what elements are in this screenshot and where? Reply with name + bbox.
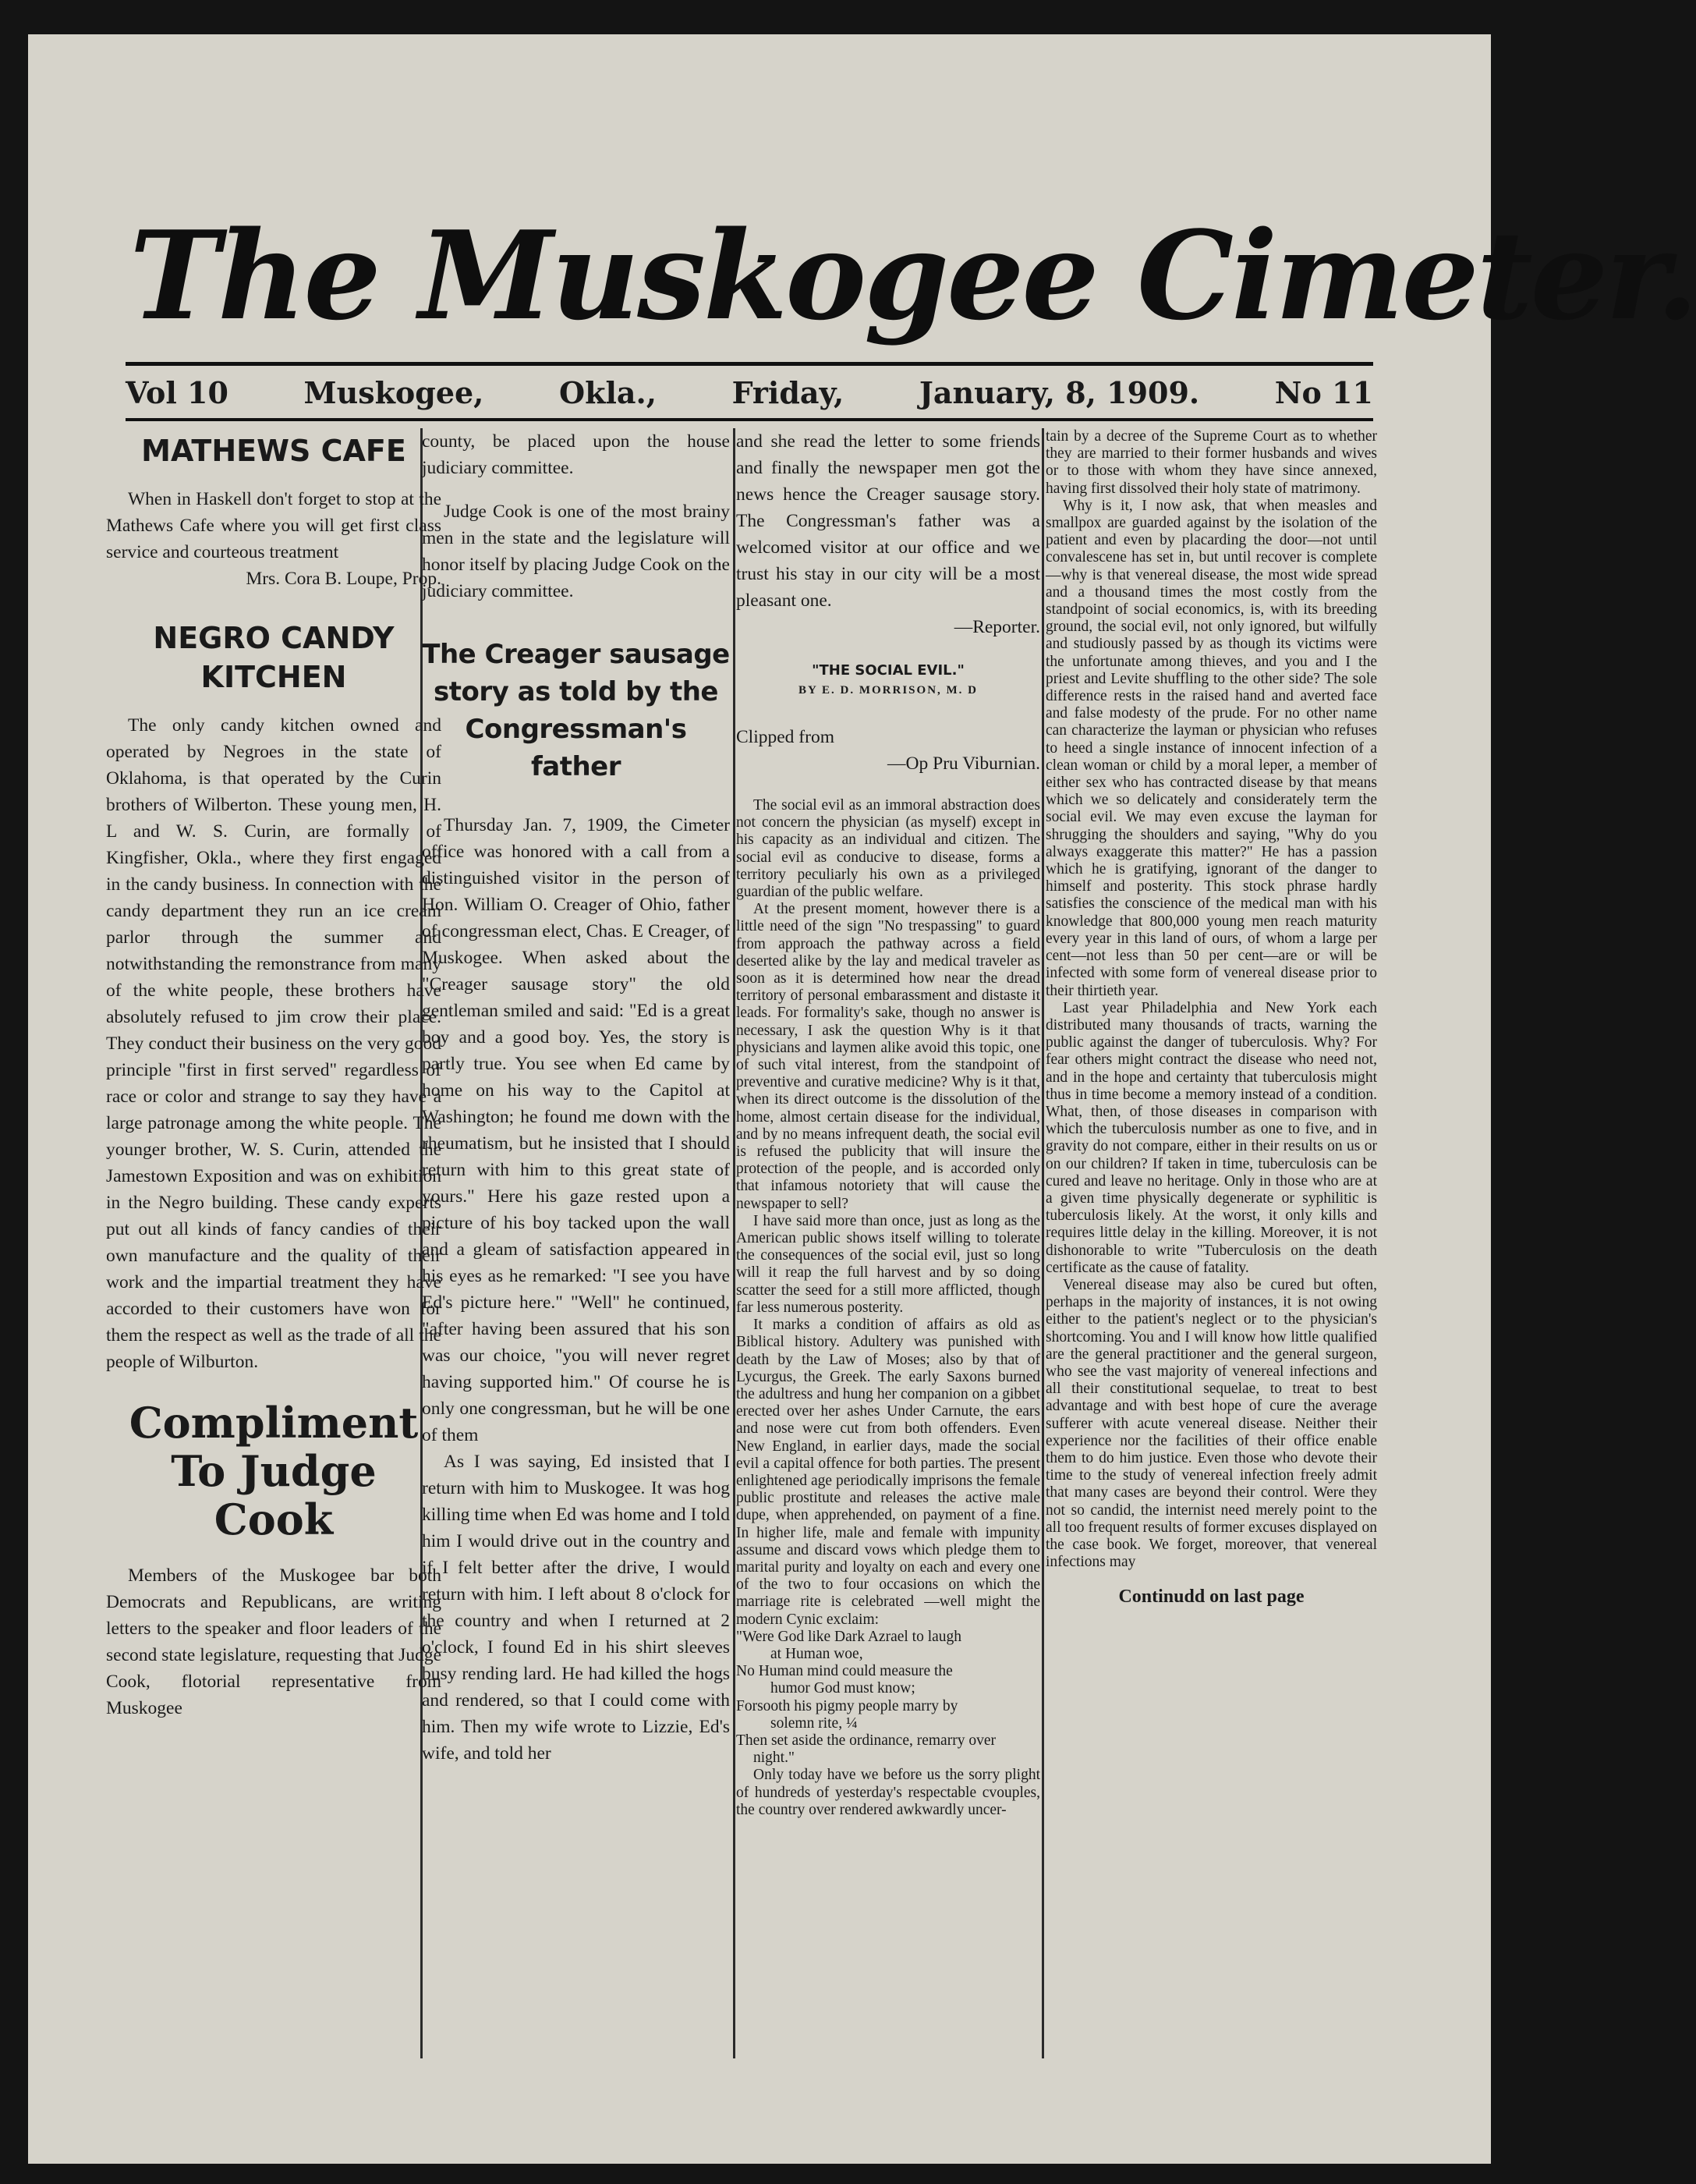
- verse-line: solemn rite, ¼: [770, 1714, 858, 1732]
- state-label: Okla.,: [559, 374, 657, 410]
- headline-creager-sausage: The Creager sausage story as told by the Congressman's father: [422, 639, 730, 782]
- article-signature: Mrs. Cora B. Loupe, Prop.: [246, 569, 441, 589]
- verse-line: No Human mind could measure the: [736, 1663, 953, 1680]
- article-body: I have said more than once, just as long as the American public shows itself willing to tolerate the consequences of the social evil, just so long will it reap the full harvest and by so doing scatter the seed for a still more afflicted, though far less numerous posterity.: [736, 1212, 1040, 1316]
- dateline: [126, 368, 1373, 417]
- verse-line: "Were God like Dark Azrael to laugh: [736, 1628, 962, 1645]
- article-body: Members of the Muskogee bar both Democrats and Republicans, are writing letters to the speaker and floor leaders of the second state legislature, requesting that Judge Cook, flotorial representative from Muskogee: [106, 1565, 441, 1718]
- article-body: It marks a condition of affairs as old as Biblical history. Adultery was punished with death by the Law of Moses; also by that of Lycurgus, the Greek. The early Saxons burned the adultress and hung her companion on a gibbet erected over her ashes Under Carnute, the ears and nose were cut from both offenders. Even New England, in earlier days, made the social evil a capital offence for both parties. The present enlightened age periodically imprisons the female public prostitute and releases the active male dupe, when apprehended, on payment of a fine. In higher life, male and female with impunity assume and discard vows which pledge them to marital purity and loyalty on each and every one of the two to four occasions on which the marriage rite is celebrated —well might the modern Cynic exclaim:: [736, 1317, 1040, 1628]
- clipped-from-label: Clipped from: [736, 727, 834, 747]
- verse-line: Then set aside the ordinance, remarry over night.": [736, 1732, 996, 1767]
- headline-judge-cook: Compliment To Judge Cook: [129, 1398, 419, 1544]
- article-body: Venereal disease may also be cured but often, perhaps in the majority of instances, it is not owing either to the patient's neglect or to the physician's shortcoming. You and I will know how little qualified are the general practitioner and the general surgeon, who see the vast majority of venereal infections and all their constitutional sequelae, to treat to best advantage and with best hope of cure the average sufferer with acute venereal disease. Neither their experience nor the facilities of their office enable them to do him justice. Even those who devote their time to the study of venereal infection freely admit that many cases are beyond their control. Were they not so candid, the internist need merely point to the all too frequent results of former excuses displayed on the case book. We forget, moreover, that venereal infections may: [1046, 1276, 1377, 1571]
- continued-notice: Continudd on last page: [1118, 1587, 1305, 1608]
- article-body: Thursday Jan. 7, 1909, the Cimeter office was honored with a call from a distinguished visitor in the person of Hon. William O. Creager of Ohio, father of congressman elect, Chas. E Creager, of Muskogee. When asked about the "Creager sausage story" the old gentleman smiled and said: "Ed is a great boy and a good boy. Yes, the story is partly true. You see when Ed came by home on his way to the Capitol at Washington; he found me down with the rheumatism, but he insisted that I should return with him to this great state of yours." Here his gaze rested upon a picture of his boy tacked upon the wall and a gleam of satisfaction appeared in his eyes as he remarked: "I see you have Ed's picture here." "Well" he continued, "after having been assured that his son was our choice, "you will never regret having supported him." Of course he is only one congressman, but he will be one of them: [422, 815, 730, 1445]
- article-body: Why is it, I now ask, that when measles and smallpox are guarded against by the isolation of the patient and even by placarding the door—not until convalescene has set in, but until recover is complete—why is that venereal disease, the most wide spread and a thousand times the most costly from the standpoint of social economics, is, with its breeding ground, the social evil, not only ignored, but wilfully and studiously passed by as though its victims were the unfortunate among thieves, and you and I the priest and Levite shuffling to the other side? The sole difference rests in the raised hand and averted face and false modesty of the prude. For no other name can characterize the layman or physician who refuses to heed a single instance of innocent infection of a clean woman or child by a moral leper, a member of either sex who has contracted disease by that means which we so delicately and considerately term the social evil. We may even excuse the layman for shrugging the shoulders and saying, "Why do you always exaggerate this matter?" He has a passion which he is gratifying, ignorant of the danger to himself and posterity. This stock phrase hardly satisfies the conscience of the medical man with his knowledge that 800,000 young men reach maturity every year in this land of ours, of whom a large per cent—not less than 50 per cent—are or will be infected with some form of venereal disease prior to their thirtieth year.: [1046, 497, 1377, 999]
- issue-number: No 11: [1274, 374, 1373, 410]
- article-body: The only candy kitchen owned and operated by Negroes in the state of Oklahoma, is that operated by the Curin brothers of Wilberton. These young men, H. L and W. S. Curin, are formally of Kingfisher, Okla., where they first engaged in the candy business. In connection with the candy department they run an ice cream parlor through the summer and notwithstanding the remonstrance from many of the white people, these brothers have absolutely refused to jim crow their place. They conduct their business on the very good principle "first in first served" regardless of race or color and strange to say they have a large patronage among the white people. The younger brother, W. S. Curin, attended the Jamestown Exposition and was on exhibition in the Negro building. These candy experts put out all kinds of fancy candies of their own manufacture and the quality of their work and the impartial treatment they have accorded to their customers have won for them the respect as well as the trade of all the people of Wilburton.: [106, 715, 441, 1372]
- article-body: Judge Cook is one of the most brainy men in the state and the legislature will honor itself by placing Judge Cook on the judiciary committee.: [422, 502, 730, 601]
- headline-candy-kitchen: NEGRO CANDY KITCHEN: [153, 621, 395, 694]
- article-signature: —Reporter.: [954, 617, 1040, 637]
- masthead-rule-bottom: [126, 418, 1373, 421]
- column-1: [106, 428, 441, 2062]
- column-divider: [1042, 428, 1044, 2058]
- masthead-rule-top: [126, 362, 1373, 366]
- verse-line: at Human woe,: [770, 1645, 863, 1662]
- clipped-source: —Op Pru Viburnian.: [887, 753, 1040, 774]
- article-body: As I was saying, Ed insisted that I return with him to Muskogee. It was hog killing time when Ed was home and I told him I would drive out in the country and if I felt better after the drive, I would return with him. I left about 8 o'clock for the country and when I returned at 2 o'clock, I found Ed in his shirt sleeves busy rending lard. He had killed the hogs and rendered, so that I could come with him. Then my wife wrote to Lizzie, Ed's wife, and told her: [422, 1452, 730, 1764]
- column-2: [422, 428, 730, 2062]
- headline-mathews-cafe: MATHEWS CAFE: [141, 434, 406, 468]
- article-body: Only today have we before us the sorry plight of hundreds of yesterday's respectable cvouples, the country over rendered awkwardly uncer-: [736, 1767, 1040, 1818]
- verse-line: Forsooth his pigmy people marry by: [736, 1697, 958, 1714]
- article-body: When in Haskell don't forget to stop at the Mathews Cafe where you will get first class service and courteous treatment: [106, 489, 441, 562]
- city-label: Muskogee,: [303, 374, 484, 410]
- article-body: and she read the letter to some friends and finally the newspaper men got the news hence the Creager sausage story. The Congressman's father was a welcomed visitor at our office and we trust his stay in our city will be a most pleasant one.: [736, 431, 1040, 611]
- newspaper-page: [28, 34, 1696, 2164]
- volume-label: Vol 10: [126, 374, 228, 410]
- date-label: January, 8, 1909.: [919, 374, 1200, 410]
- article-byline: BY E. D. MORRISON, M. D: [798, 684, 979, 697]
- article-body: At the present moment, however there is a little need of the sign "No trespassing" to guard from approach the pathway across a field deserted alike by the lay and medical traveler as soon as it is determined how near the dread territory of personal embarassment and distaste it leads. For formality's sake, though no answer is necessary, I ask the question Why is it that physicians and laymen alike avoid this topic, one of such vital interest, from the standpoint of preventive and curative medicine? Why is it that, when its direct outcome is the dissolution of the home, almost certain disease for the individual, and by no means infrequent death, the social evil is refused the publicity that will insure the protection of the people, and is accorded only that infamous notoriety that will cause the newspaper to sell?: [736, 901, 1040, 1212]
- article-body: county, be placed upon the house judiciary committee.: [422, 431, 730, 478]
- masthead-title: The Muskogee Cimeter.: [129, 204, 1696, 347]
- verse-line: humor God must know;: [770, 1680, 915, 1697]
- article-body: The social evil as an immoral abstraction does not concern the physician (as myself) except in his capacity as an individual and citizen. The social evil as conducive to disease, forms a territory peculiarly his own as a privileged guardian of the public welfare.: [736, 797, 1040, 901]
- column-3: [736, 428, 1040, 2062]
- column-divider: [733, 428, 735, 2058]
- column-4: [1046, 428, 1377, 2062]
- article-body: tain by a decree of the Supreme Court as to whether they are married to their former husbands and wives or to those with whom they have since annexed, having first dissolved their holy state of matrimony.: [1046, 428, 1377, 497]
- weekday-label: Friday,: [731, 374, 844, 410]
- headline-social-evil: "THE SOCIAL EVIL.": [812, 662, 965, 679]
- article-body: Last year Philadelphia and New York each distributed many thousands of tracts, warning the public against the danger of tuberculosis. Why? For fear others might contract the disease who need not, and in the hope and certainty that tuberculosis might thus in time become a memory instead of a condition. What, then, of those diseases in comparison with which the tuberculosis number as one to five, and in gravity do not compare, either in their results on us or on our children? If taken in time, tuberculosis can be cured and leave no heritage. Only in those who are at a given time physically degenerate or syphilitic is tuberculosis likely. At the worst, it only kills and requires little delay in the killing. Moreover, it is not dishonorable to write "Tuberculosis on the death certificate as the cause of fatality.: [1046, 999, 1377, 1276]
